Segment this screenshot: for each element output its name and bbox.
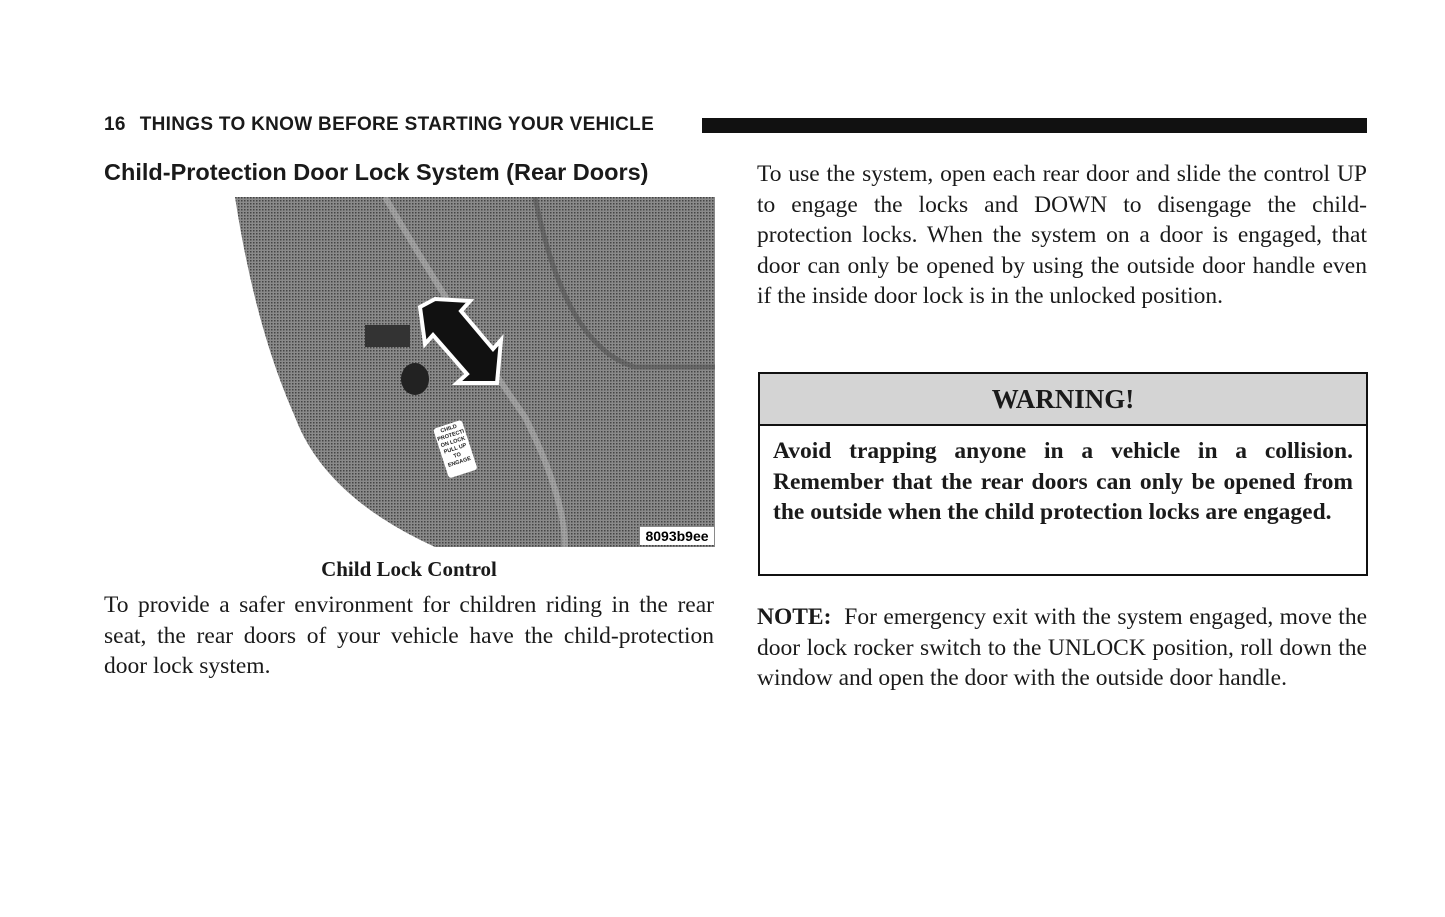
figure-id: 8093b9ee (645, 528, 709, 544)
usage-paragraph: To use the system, open each rear door and slide the control UP to engage the locks and DOWN to disengage the child-protection locks. When the system on a door is engaged, that door can only be opened by using the outside door handle even if the inside door lock is in the unlocked position. (757, 161, 1367, 310)
sticker-text: CHILD PROTECTION LOCK PULL UP TO ENGAGE (436, 423, 472, 469)
figure-caption: Child Lock Control (321, 557, 497, 581)
warning-box (758, 372, 1368, 576)
section-title: THINGS TO KNOW BEFORE STARTING YOUR VEHICLE (139, 114, 655, 135)
running-header (104, 114, 668, 136)
warning-title: WARNING! (760, 374, 1366, 426)
page-number: 16 (104, 114, 126, 135)
note-paragraph (757, 602, 1367, 694)
note-label: NOTE: (757, 604, 832, 630)
section-heading: Child-Protection Door Lock System (Rear Doors) (104, 159, 649, 185)
header-rule (702, 118, 1367, 133)
warning-text: Avoid trapping anyone in a vehicle in a collision. Remember that the rear doors can only be opened from the outside when the child protection locks are engaged. (773, 438, 1353, 526)
note-text: For emergency exit with the system engaged, move the door lock rocker switch to the UNLOCK position, roll down the window and open the door with the outside door handle. (757, 604, 1368, 692)
child-lock-illustration (235, 197, 715, 547)
intro-paragraph: To provide a safer environment for children riding in the rear seat, the rear doors of your vehicle have the child-protection door lock system. (104, 592, 714, 680)
